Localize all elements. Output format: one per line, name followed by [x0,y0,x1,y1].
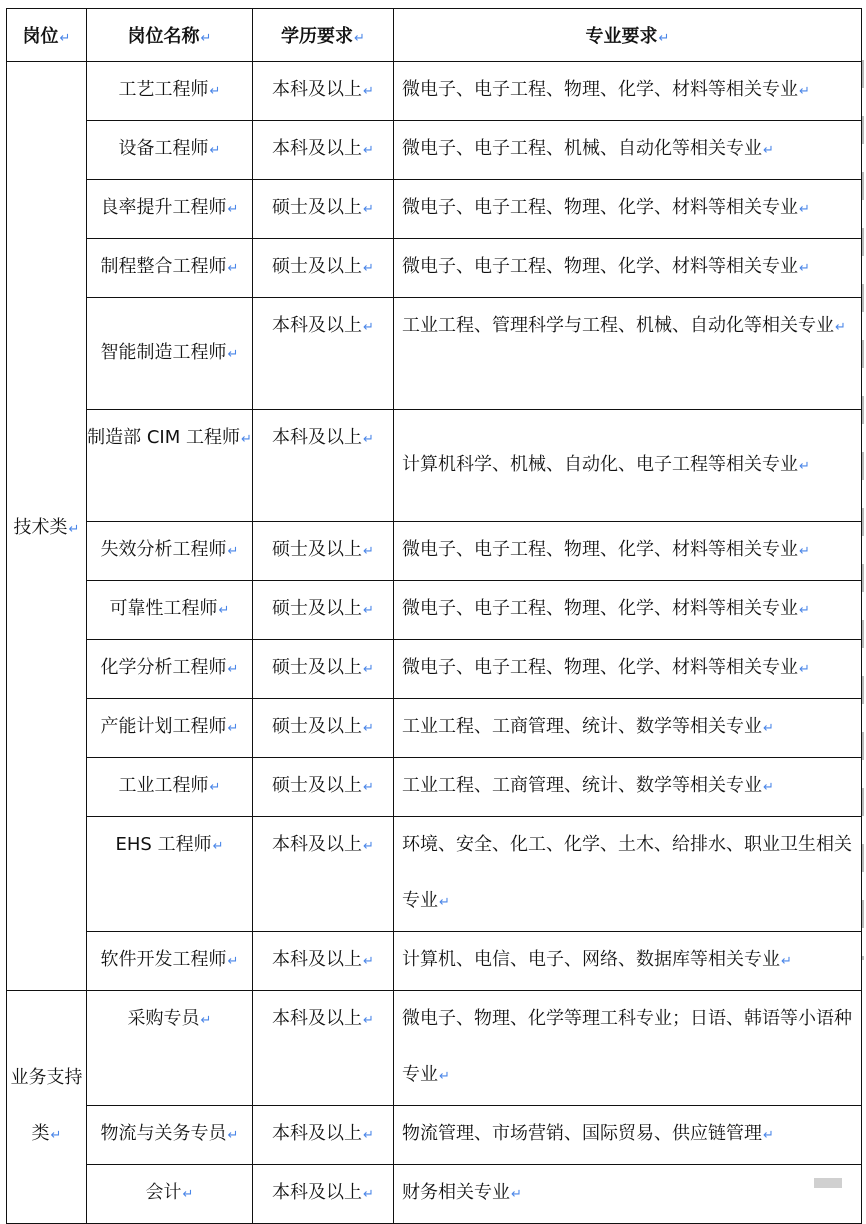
major-requirement: 微电子、电子工程、物理、化学、材料等相关专业↵ [394,180,862,239]
table-row [7,522,862,581]
category-cell-support: 业务支持类↵ [7,991,87,1224]
major-requirement: 物流管理、市场营销、国际贸易、供应链管理↵ [394,1106,862,1165]
major-requirement: 工业工程、工商管理、统计、数学等相关专业↵ [394,699,862,758]
position-name: 采购专员↵ [87,991,253,1106]
table-row [7,298,862,410]
education-requirement: 本科及以上↵ [253,991,394,1106]
recruitment-table [6,8,862,1224]
major-requirement: 工业工程、管理科学与工程、机械、自动化等相关专业↵ [394,298,862,410]
header-major: 专业要求↵ [394,9,862,62]
table-row [7,817,862,932]
table-header-row [7,9,862,62]
position-name: 物流与关务专员↵ [87,1106,253,1165]
category-cell-tech: 技术类↵ [7,62,87,991]
position-name: 软件开发工程师↵ [87,932,253,991]
position-name: 可靠性工程师↵ [87,581,253,640]
position-name: 工业工程师↵ [87,758,253,817]
table-row [7,1106,862,1165]
education-requirement: 本科及以上↵ [253,298,394,410]
table-row [7,121,862,180]
education-requirement: 硕士及以上↵ [253,699,394,758]
table-row [7,699,862,758]
table-row [7,758,862,817]
major-requirement: 微电子、电子工程、物理、化学、材料等相关专业↵ [394,239,862,298]
position-name: 设备工程师↵ [87,121,253,180]
table-row [7,991,862,1106]
table-row [7,1165,862,1224]
major-requirement: 微电子、电子工程、物理、化学、材料等相关专业↵ [394,522,862,581]
education-requirement: 硕士及以上↵ [253,640,394,699]
position-name: 失效分析工程师↵ [87,522,253,581]
page-edge-marks [862,60,866,960]
position-name: 制程整合工程师↵ [87,239,253,298]
table-row [7,410,862,522]
header-education: 学历要求↵ [253,9,394,62]
major-requirement: 计算机、电信、电子、网络、数据库等相关专业↵ [394,932,862,991]
education-requirement: 硕士及以上↵ [253,180,394,239]
education-requirement: 本科及以上↵ [253,62,394,121]
education-requirement: 本科及以上↵ [253,817,394,932]
major-requirement: 微电子、电子工程、物理、化学、材料等相关专业↵ [394,640,862,699]
position-name: 化学分析工程师↵ [87,640,253,699]
education-requirement: 本科及以上↵ [253,1106,394,1165]
education-requirement: 本科及以上↵ [253,1165,394,1224]
table-row [7,62,862,121]
major-requirement: 计算机科学、机械、自动化、电子工程等相关专业↵ [394,410,862,522]
position-name: 工艺工程师↵ [87,62,253,121]
header-category: 岗位↵ [7,9,87,62]
table-row [7,640,862,699]
scroll-indicator[interactable] [814,1178,842,1188]
position-name: 会计↵ [87,1165,253,1224]
table-row [7,239,862,298]
position-name: 智能制造工程师↵ [87,298,253,410]
header-position-name: 岗位名称↵ [87,9,253,62]
major-requirement: 微电子、电子工程、物理、化学、材料等相关专业↵ [394,62,862,121]
education-requirement: 硕士及以上↵ [253,758,394,817]
education-requirement: 硕士及以上↵ [253,522,394,581]
table-row [7,581,862,640]
education-requirement: 本科及以上↵ [253,121,394,180]
major-requirement: 微电子、电子工程、物理、化学、材料等相关专业↵ [394,581,862,640]
major-requirement: 微电子、电子工程、机械、自动化等相关专业↵ [394,121,862,180]
education-requirement: 硕士及以上↵ [253,581,394,640]
table-row [7,932,862,991]
education-requirement: 本科及以上↵ [253,932,394,991]
position-name: 良率提升工程师↵ [87,180,253,239]
major-requirement: 工业工程、工商管理、统计、数学等相关专业↵ [394,758,862,817]
major-requirement: 微电子、物理、化学等理工科专业；日语、韩语等小语种专业↵ [394,991,862,1106]
position-name: 制造部 CIM 工程师↵ [87,410,253,522]
position-name: EHS 工程师↵ [87,817,253,932]
education-requirement: 硕士及以上↵ [253,239,394,298]
major-requirement: 财务相关专业↵ [394,1165,862,1224]
table-row [7,180,862,239]
major-requirement: 环境、安全、化工、化学、土木、给排水、职业卫生相关专业↵ [394,817,862,932]
position-name: 产能计划工程师↵ [87,699,253,758]
education-requirement: 本科及以上↵ [253,410,394,522]
